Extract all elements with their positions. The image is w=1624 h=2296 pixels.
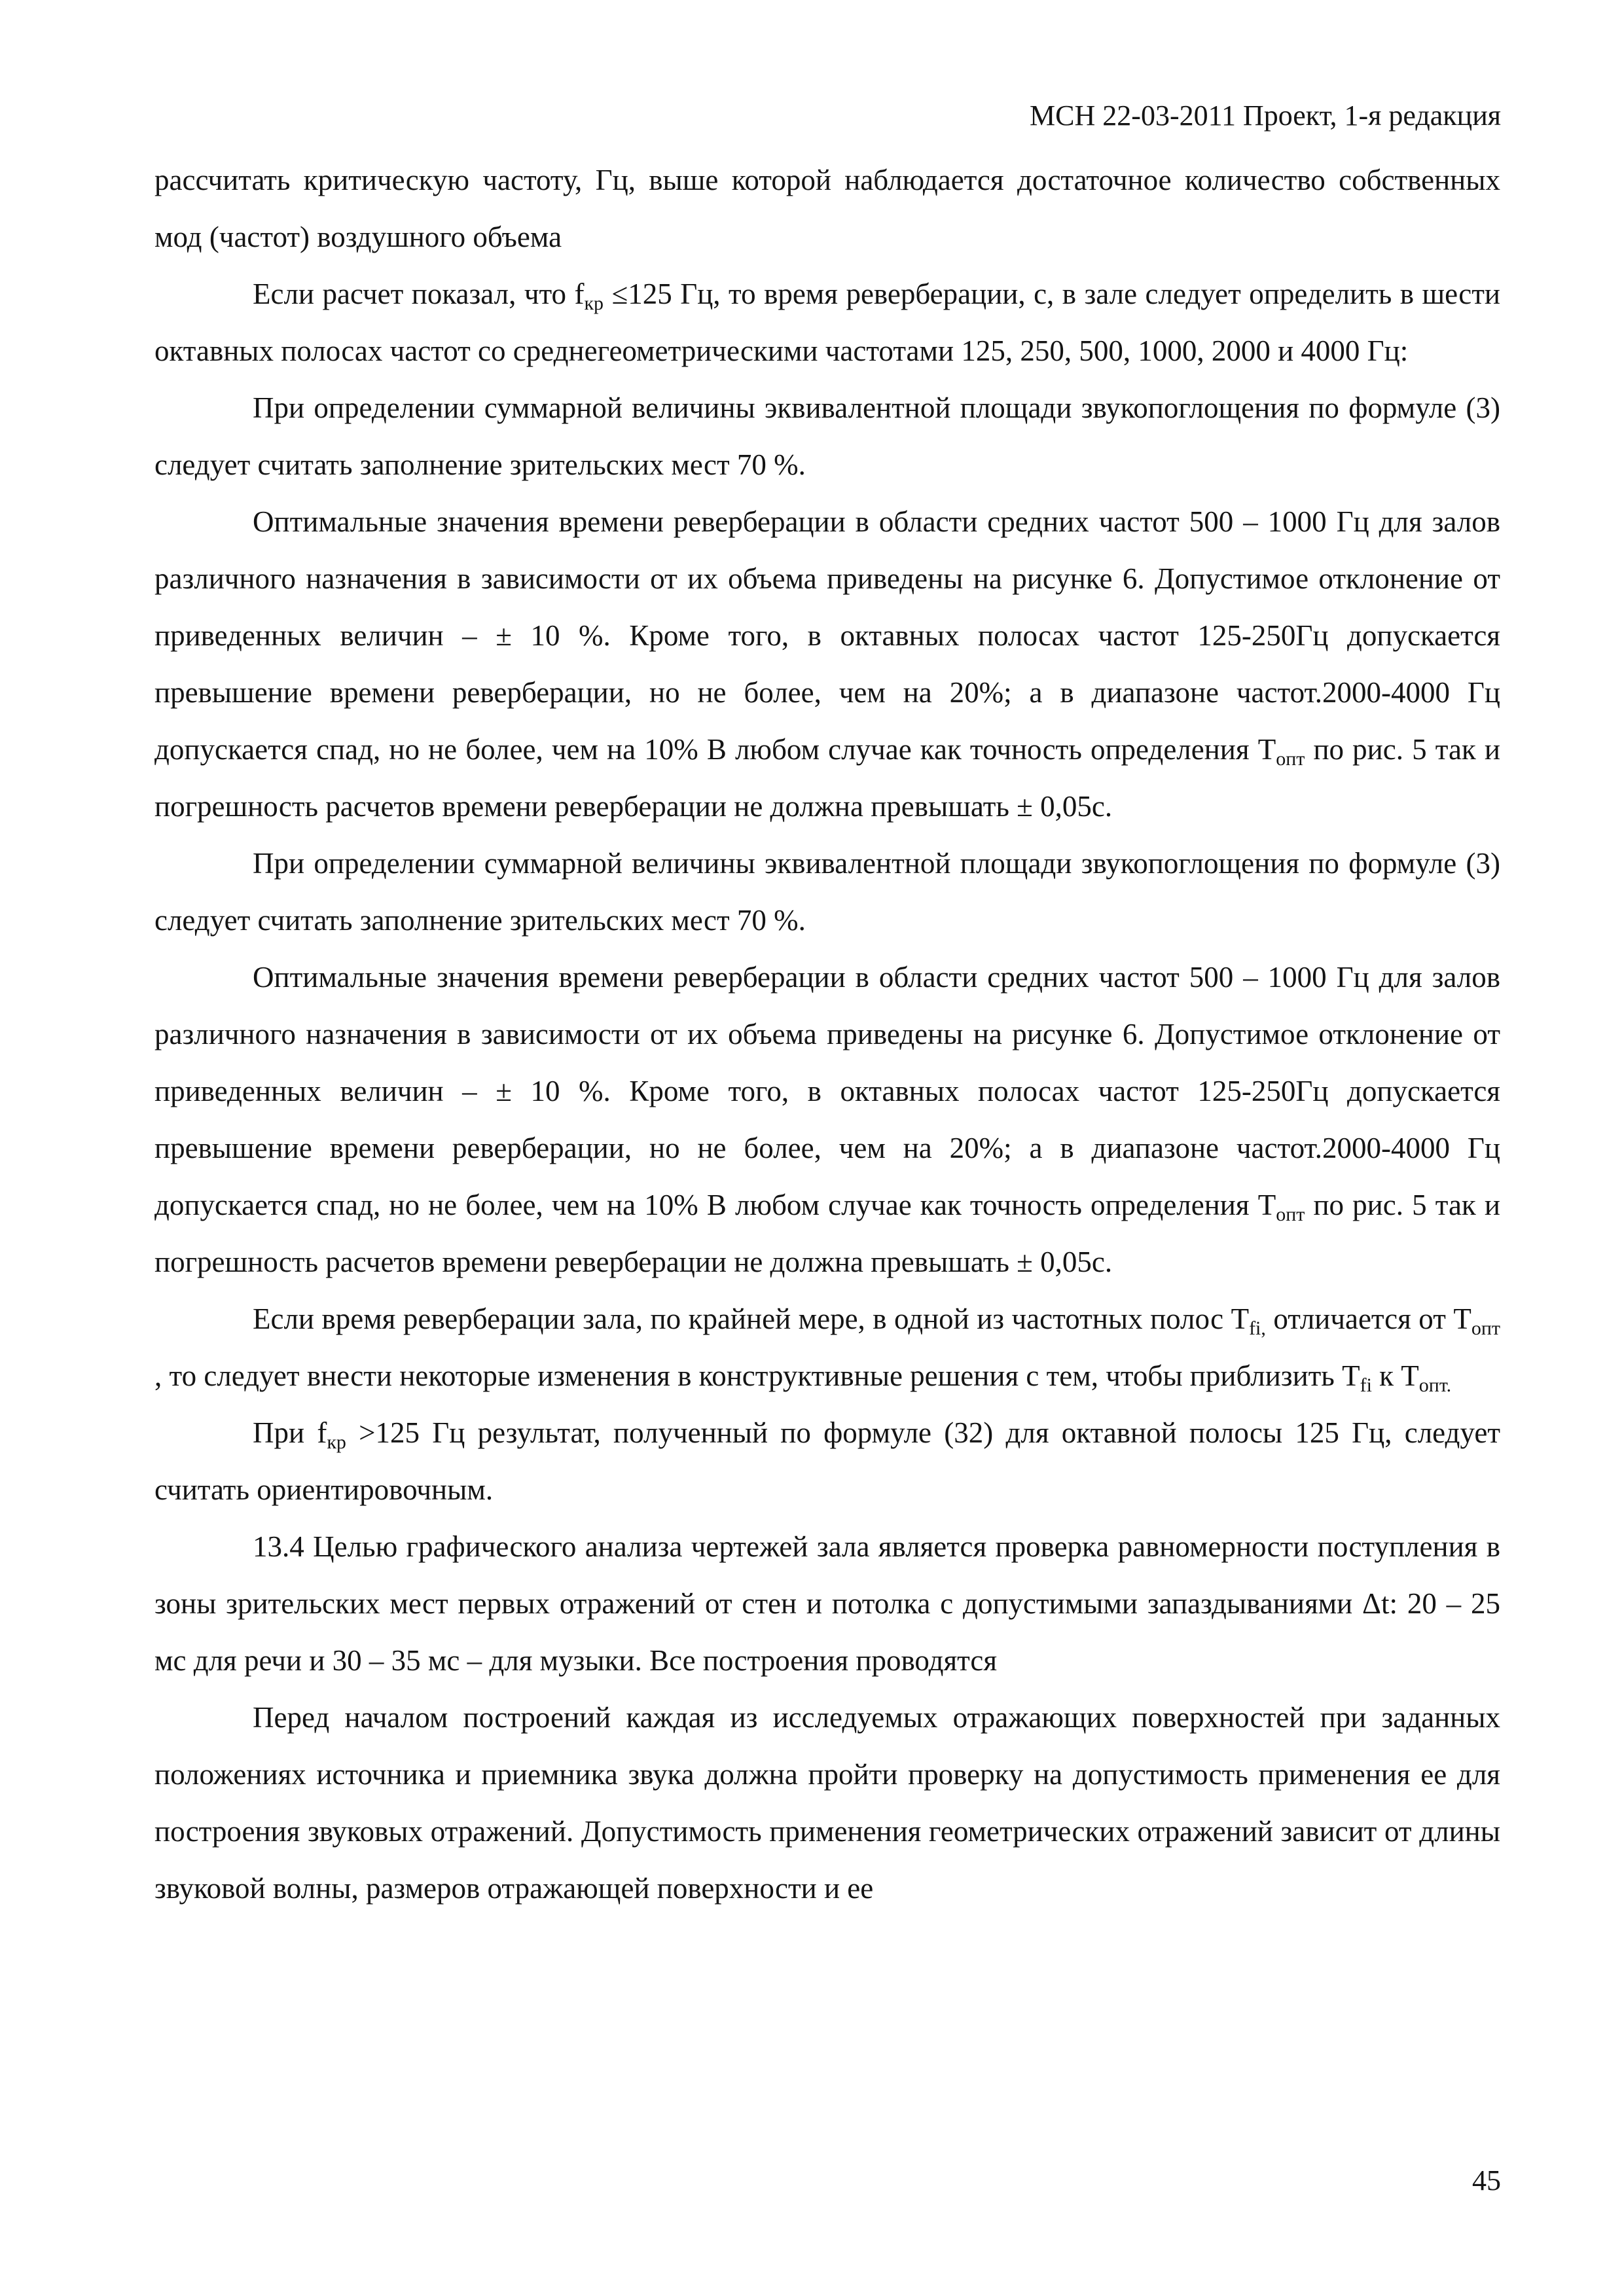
- paragraph-optimal-reverberation-repeat: Оптимальные значения времени реверберации в области средних частот 500 – 1000 Гц для залов различного назначения в зависимости от их объема приведены на рисунке 6. Допустимое отклонение от приведенных величин – ± 10 %. Кроме того, в октавных полосах частот 125-250Гц допускается превышение времени реверберации, но не более, чем на 20%; а в диапазоне частот.2000-4000 Гц допускается спад, но не более, чем на 10% В любом случае как точность определения $T_{опт}$ по рис. 5 так и погрешность расчетов времени реверберации не должна превышать ± 0,05с.: [154, 961, 1500, 1278]
- paragraph-design-changes: Если время реверберации зала, по крайней мере, в одной из частотных полос $T_{fi,}$ отличается от $T_{опт}$ , то следует внести некоторые изменения в конструктивные решения с тем, чтобы приблизить $T_{fi}$ к $T_{опт.}$: [154, 1302, 1500, 1396]
- paragraph-seat-occupancy-repeat: При определении суммарной величины эквивалентной площади звукопоглощения по формуле (3) следует считать заполнение зрительских мест 70 %.: [154, 847, 1500, 937]
- paragraph-section-13-4: 13.4 Целью графического анализа чертежей зала является проверка равномерности поступления в зоны зрительских мест первых отражений от стен и потолка с допустимыми запаздываниями Δt: 20 – 25 мс для речи и 30 – 35 мс – для музыки. Все построения проводятся: [154, 1530, 1500, 1677]
- paragraph-reflecting-surfaces: Перед началом построений каждая из исследуемых отражающих поверхностей при заданных положениях источника и приемника звука должна пройти проверку на допустимость применения ее для построения звуковых отражений. Допустимость применения геометрических отражений зависит от длины звуковой волны, размеров отражающей поверхности и ее: [154, 1701, 1500, 1905]
- paragraph-optimal-reverberation: Оптимальные значения времени реверберации в области средних частот 500 – 1000 Гц для залов различного назначения в зависимости от их объема приведены на рисунке 6. Допустимое отклонение от приведенных величин – ± 10 %. Кроме того, в октавных полосах частот 125-250Гц допускается превышение времени реверберации, но не более, чем на 20%; а в диапазоне частот.2000-4000 Гц допускается спад, но не более, чем на 10% В любом случае как точность определения $T_{опт}$ по рис. 5 так и погрешность расчетов времени реверберации не должна превышать ± 0,05с.: [154, 505, 1500, 823]
- page-number: 45: [1472, 2164, 1501, 2197]
- paragraph-octave-bands: Если расчет показал, что $f_{кр} \le 125$ Гц, то время реверберации, с, в зале следует определить в шести октавных полосах частот со среднегеометрическими частотами 125, 250, 500, 1000, 2000 и 4000 Гц:: [154, 278, 1500, 367]
- paragraph-critical-frequency: рассчитать критическую частоту, Гц, выше которой наблюдается достаточное количество собственных мод (частот) воздушного объема: [154, 164, 1500, 253]
- paragraph-approximate-result: При $f_{кр} >125$ Гц результат, полученный по формуле (32) для октавной полосы 125 Гц, следует считать ориентировочным.: [154, 1416, 1500, 1506]
- running-header: МСН 22-03-2011 Проект, 1-я редакция: [1030, 99, 1501, 132]
- paragraph-seat-occupancy: При определении суммарной величины эквивалентной площади звукопоглощения по формуле (3) следует считать заполнение зрительских мест 70 %.: [154, 391, 1500, 481]
- body-text: [154, 152, 1500, 1917]
